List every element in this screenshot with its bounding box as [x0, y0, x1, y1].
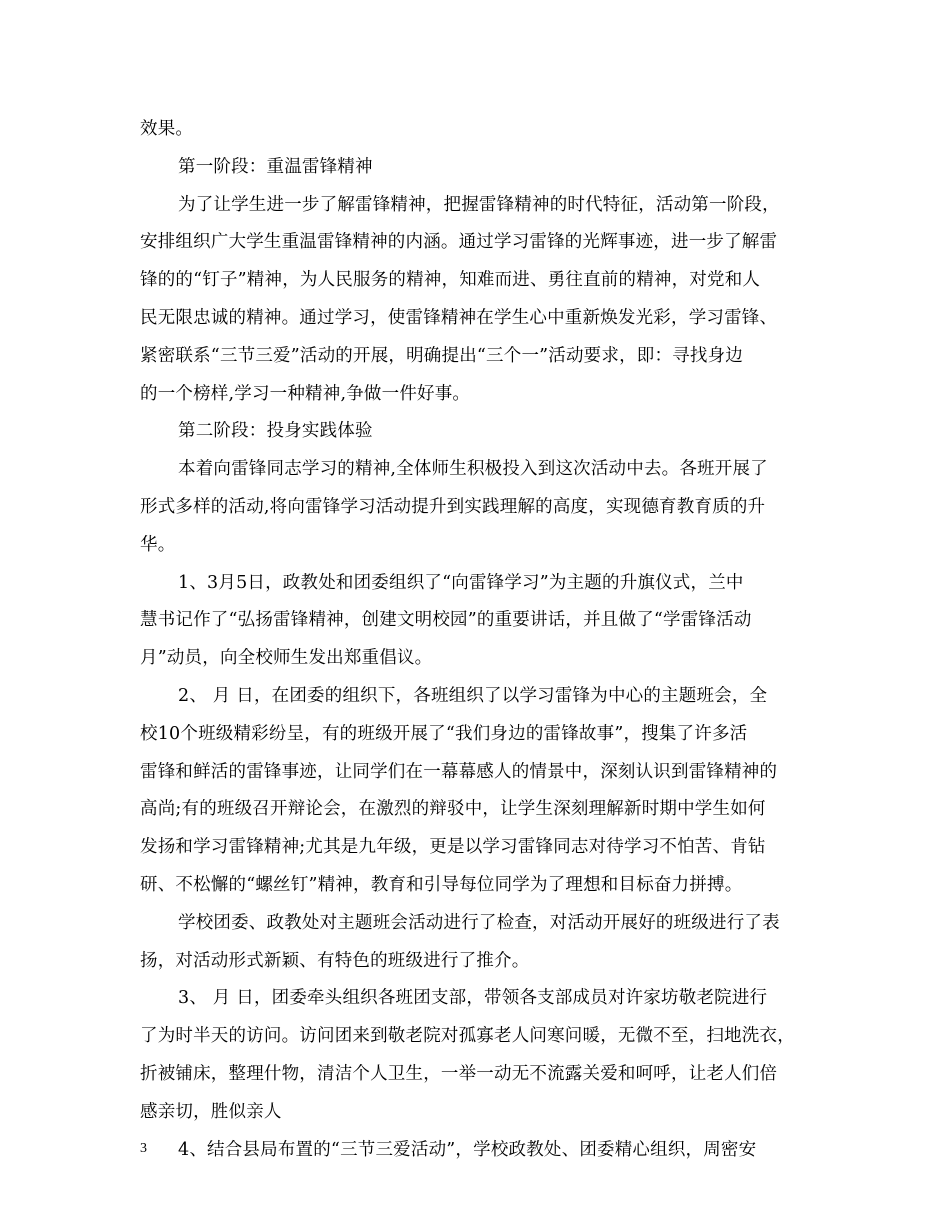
text-line: 2、 月 日，在团委的组织下，各班组织了以学习雷锋为中心的主题班会，全 [178, 685, 768, 706]
text-line: 感亲切，胜似亲人 [140, 1101, 282, 1122]
text-line: 校10个班级精彩纷呈，有的班级开展了“我们身边的雷锋故事”，搜集了许多活 [140, 723, 748, 744]
text-line: 华。 [140, 534, 176, 555]
text-line: 慧书记作了“弘扬雷锋精神，创建文明校园”的重要讲话，并且做了“学雷锋活动 [140, 610, 752, 631]
text-line: 扬，对活动形式新颖、有特色的班级进行了推介。 [140, 950, 530, 971]
text-line: 紧密联系“三节三爱”活动的开展，明确提出“三个一”活动要求，即：寻找身边 [140, 345, 743, 366]
text-line: 为了让学生进一步了解雷锋精神，把握雷锋精神的时代特征，活动第一阶段， [178, 194, 780, 215]
text-line: 学校团委、政教处对主题班会活动进行了检查，对活动开展好的班级进行了表 [178, 912, 780, 933]
text-line: 1、3月5日，政教处和团委组织了“向雷锋学习”为主题的升旗仪式，兰中 [178, 572, 744, 593]
text-line: 4、结合县局布置的“三节三爱活动”，学校政教处、团委精心组织，周密安 [178, 1139, 757, 1160]
text-line: 效果。 [140, 119, 194, 139]
text-line: 第二阶段：投身实践体验 [178, 421, 373, 442]
text-line: 第一阶段：重温雷锋精神 [178, 156, 373, 177]
text-line: 折被铺床，整理什物，清洁个人卫生，一举一动无不流露关爱和呵呼，让老人们倍 [140, 1063, 778, 1084]
text-line: 月”动员，向全校师生发出郑重倡议。 [140, 648, 433, 669]
text-line: 发扬和学习雷锋精神;尤其是九年级，更是以学习雷锋同志对待学习不怕苦、肯钻 [140, 837, 766, 858]
text-line: 形式多样的活动,将向雷锋学习活动提升到实践理解的高度，实现德育教育质的升 [140, 496, 766, 517]
text-line: 民无限忠诚的精神。通过学习，使雷锋精神在学生心中重新焕发光彩，学习雷锋、 [140, 307, 778, 328]
body-text [140, 111, 810, 1169]
page-number: 3 [140, 1141, 147, 1156]
text-line: 3、 月 日，团委牵头组织各班团支部，带领各支部成员对许家坊敬老院进行 [178, 988, 768, 1009]
text-line: 研、不松懈的“螺丝钉”精神，教育和引导每位同学为了理想和目标奋力拼搏。 [140, 874, 743, 895]
text-line: 的一个榜样,学习一种精神,争做一件好事。 [140, 383, 471, 404]
text-line: 本着向雷锋同志学习的精神,全体师生积极投入到这次活动中去。各班开展了 [178, 459, 768, 480]
text-line: 雷锋和鲜活的雷锋事迹，让同学们在一幕幕感人的情景中，深刻认识到雷锋精神的 [140, 761, 778, 782]
text-line: 高尚;有的班级召开辩论会，在激烈的辩驳中，让学生深刻理解新时期中学生如何 [140, 799, 766, 820]
text-line: 了为时半天的访问。访问团来到敬老院对孤寡老人问寒问暖，无微不至，扫地洗衣， [140, 1026, 795, 1047]
text-line: 锋的的“钉子”精神，为人民服务的精神，知难而进、勇往直前的精神，对党和人 [140, 270, 761, 291]
text-line: 安排组织广大学生重温雷锋精神的内涵。通过学习雷锋的光辉事迹，进一步了解雷 [140, 232, 778, 253]
